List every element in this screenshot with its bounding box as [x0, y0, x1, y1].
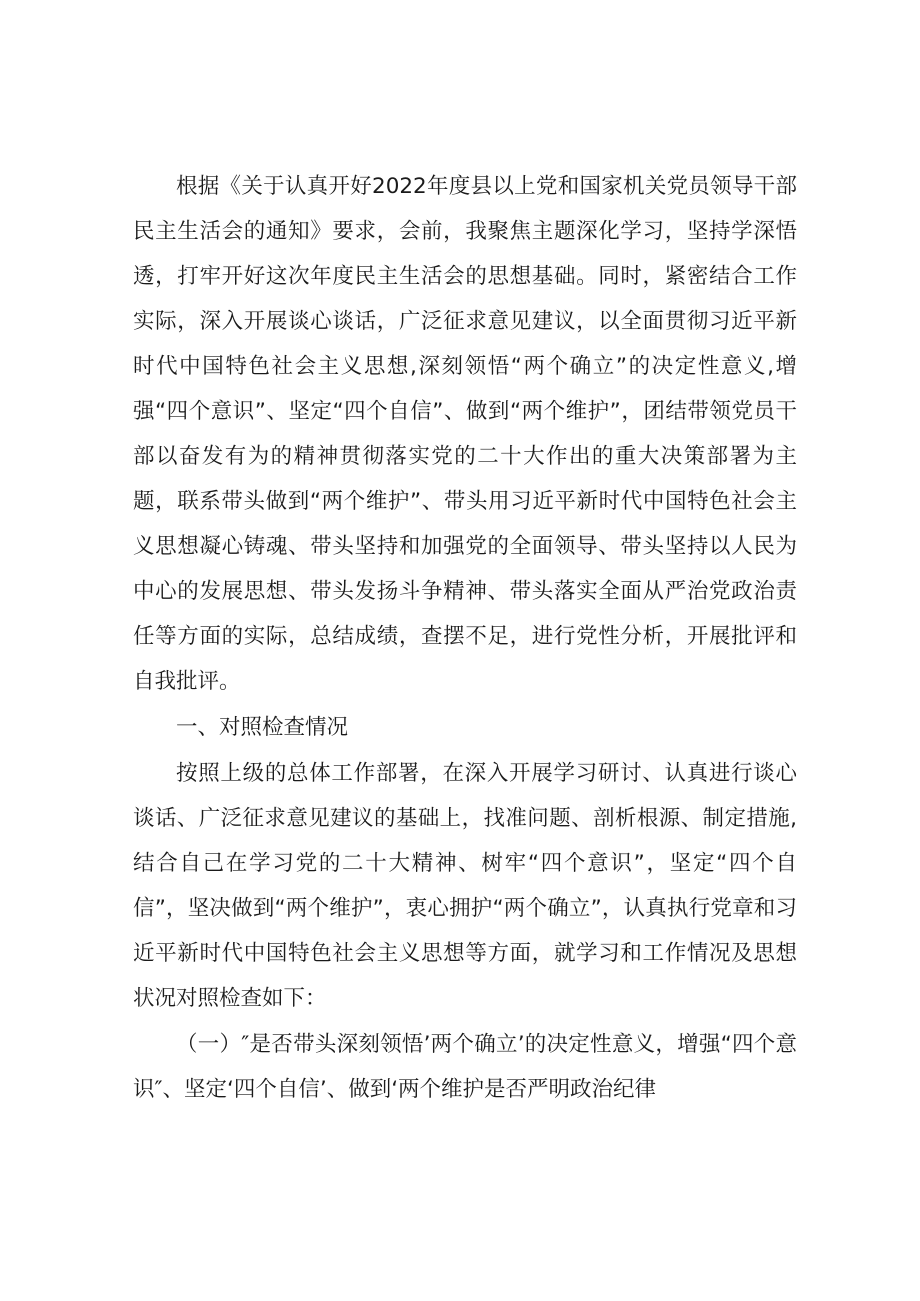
section-paragraph: 按照上级的总体工作部署，在深入开展学习研讨、认真进行谈心谈话、广泛征求意见建议的基础上，找准问题、剖析根源、制定措施,结合自己在学习党的二十大精神、树牢“四个意识”，坚定“四个自信”，坚决做到“两个维护”，衷心拥护“两个确立”，认真执行党章和习近平新时代中国特色社会主义思想等方面，就学习和工作情况及思想状况对照检查如下： [133, 761, 797, 1011]
document-body [133, 164, 797, 1112]
subsection-heading: （一）″是否带头深刻领悟’两个确立’的决定性意义，增强“四个意识″、坚定‘四个自信’、做到‘两个维护是否严明政治纪律 [133, 1032, 797, 1102]
intro-paragraph: 根据《关于认真开好2022年度县以上党和国家机关党员领导干部民主生活会的通知》要求，会前，我聚焦主题深化学习，坚持学深悟透，打牢开好这次年度民主生活会的思想基础。同时，紧密结合工作实际，深入开展谈心谈话，广泛征求意见建议，以全面贯彻习近平新时代中国特色社会主义思想,深刻领悟“两个确立”的决定性意义,增强“四个意识”、坚定“四个自信”、做到“两个维护”，团结带领党员干部以奋发有为的精神贯彻落实党的二十大作出的重大决策部署为主题，联系带头做到“两个维护”、带头用习近平新时代中国特色社会主义思想凝心铸魂、带头坚持和加强党的全面领导、带头坚持以人民为中心的发展思想、带头发扬斗争精神、带头落实全面从严治党政治责任等方面的实际，总结成绩，查摆不足，进行党性分析，开展批评和自我批评。 [133, 174, 797, 694]
section-heading: 一、对照检查情况 [176, 715, 349, 740]
